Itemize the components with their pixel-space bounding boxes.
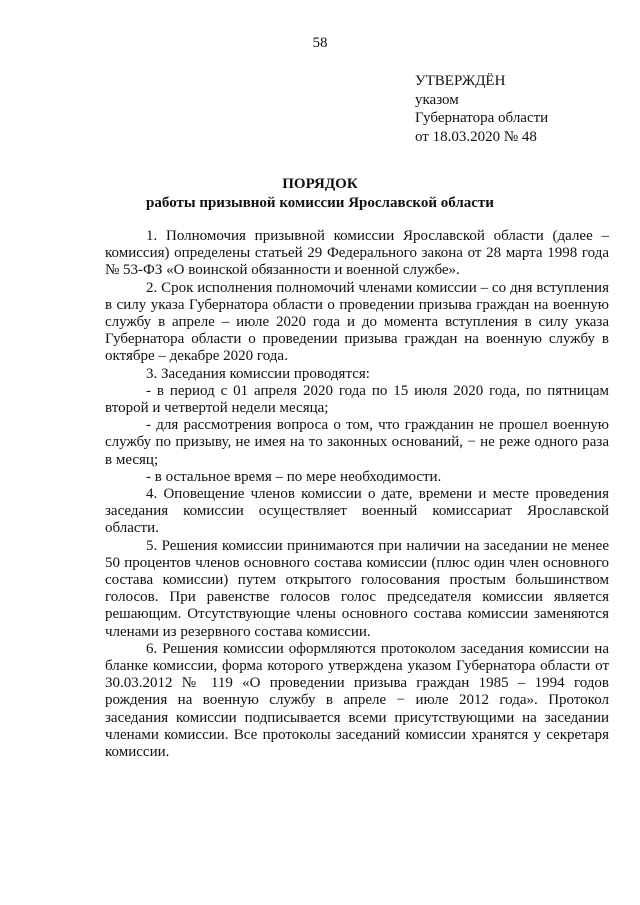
paragraph-1-powers: 1. Полномочия призывной комиссии Ярославской области (далее – комиссия) определены статьей 29 Федерального закона от 28 марта 1998 года № 53-ФЗ «О воинской обязанности и военной службе». <box>105 228 609 279</box>
approval-line-date-number: от 18.03.2020 № 48 <box>415 128 537 145</box>
list-item-meeting-review: - для рассмотрения вопроса о том, что гражданин не прошел военную службу по призыву, не имея на то законных оснований, − не реже одного раза в месяц; <box>105 417 609 468</box>
list-item-meeting-period: - в период с 01 апреля 2020 года по 15 июля 2020 года, по пятницам второй и четвертой недели месяца; <box>105 382 609 417</box>
document-title: ПОРЯДОК <box>282 176 358 192</box>
approval-line-governor: Губернатора области <box>415 110 549 126</box>
paragraph-5-decisions: 5. Решения комиссии принимаются при наличии на заседании не менее 50 процентов членов основного состава комиссии (плюс один член основного состава комиссии) путем открытого голосования простым большинством голосов. При равенстве голосов голос председателя комиссии является решающим. Отсутствующие члены основного состава комиссии заменяются членами из резервного состава комиссии. <box>105 537 609 640</box>
approval-block <box>415 72 615 146</box>
document-subtitle: работы призывной комиссии Ярославской области <box>146 195 494 211</box>
approval-line-by-decree: указом <box>415 91 459 108</box>
paragraph-2-term: 2. Срок исполнения полномочий членами комиссии – со дня вступления в силу указа Губернатора области о проведении призыва граждан на военную службу в апреле – июле 2020 года и до момента вступления в силу указа Губернатора области о проведении призыва граждан на военную службу в октябре – декабре 2020 года. <box>105 279 609 365</box>
paragraph-6-protocol: 6. Решения комиссии оформляются протоколом заседания комиссии на бланке комиссии, форма которого утверждена указом Губернатора области от 30.03.2012 № 119 «О проведении призыва граждан 1985 – 1994 годов рождения на военную службу в апреле − июле 2012 года». Протокол заседания комиссии подписывается всеми присутствующими на заседании членами комиссии. Все протоколы заседаний комиссии хранятся у секретаря комиссии. <box>105 640 609 761</box>
paragraph-4-notification: 4. Оповещение членов комиссии о дате, времени и месте проведения заседания комиссии осуществляет военный комиссариат Ярославской области. <box>105 486 609 537</box>
paragraph-3-meetings: 3. Заседания комиссии проводятся: <box>146 365 370 382</box>
approval-line-approved: УТВЕРЖДЁН <box>415 73 506 89</box>
list-item-meeting-other: - в остальное время – по мере необходимости. <box>146 468 442 485</box>
document-body <box>105 228 609 761</box>
page-number: 58 <box>312 35 328 51</box>
